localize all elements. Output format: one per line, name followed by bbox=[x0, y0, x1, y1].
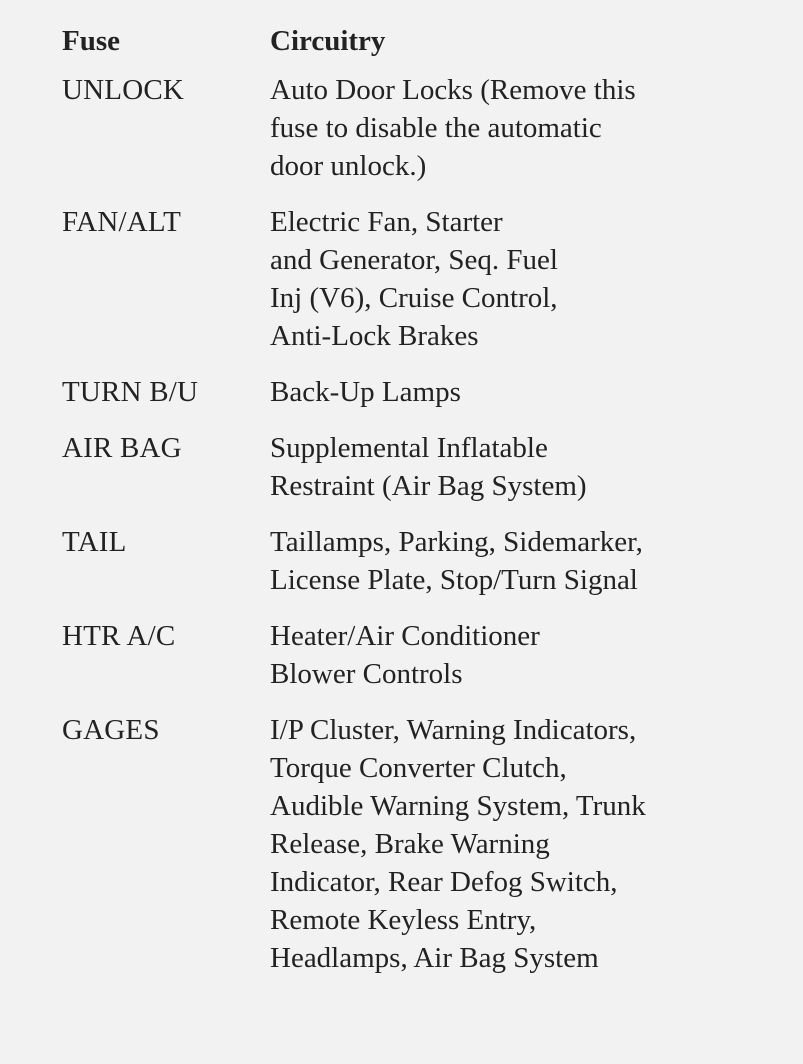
circuitry-description bbox=[270, 203, 730, 373]
fuse-name: UNLOCK bbox=[62, 74, 185, 106]
circuitry-line: Remote Keyless Entry, bbox=[270, 904, 537, 936]
circuitry-line: Auto Door Locks (Remove this bbox=[270, 74, 636, 106]
circuitry-column-header: Circuitry bbox=[270, 25, 386, 57]
fuse-name: FAN/ALT bbox=[62, 206, 182, 238]
circuitry-description bbox=[270, 617, 730, 711]
fuse-name: GAGES bbox=[62, 714, 160, 746]
circuitry-line: Taillamps, Parking, Sidemarker, bbox=[270, 526, 643, 558]
circuitry-line: Electric Fan, Starter bbox=[270, 206, 503, 238]
circuitry-line: Headlamps, Air Bag System bbox=[270, 942, 599, 974]
circuitry-line: Back-Up Lamps bbox=[270, 376, 461, 408]
circuitry-line: Blower Controls bbox=[270, 658, 463, 690]
circuitry-description bbox=[270, 429, 730, 523]
circuitry-line: Anti-Lock Brakes bbox=[270, 320, 479, 352]
fuse-name: HTR A/C bbox=[62, 620, 176, 652]
circuitry-line: Restraint (Air Bag System) bbox=[270, 470, 587, 502]
circuitry-description bbox=[270, 711, 730, 977]
fuse-name: TURN B/U bbox=[62, 376, 199, 408]
fuse-table bbox=[62, 22, 803, 977]
circuitry-line: Audible Warning System, Trunk bbox=[270, 790, 646, 822]
circuitry-line: Release, Brake Warning bbox=[270, 828, 550, 860]
circuitry-line: Supplemental Inflatable bbox=[270, 432, 548, 464]
circuitry-line: Inj (V6), Cruise Control, bbox=[270, 282, 558, 314]
circuitry-description bbox=[270, 523, 730, 617]
circuitry-line: and Generator, Seq. Fuel bbox=[270, 244, 558, 276]
fuse-name: AIR BAG bbox=[62, 432, 182, 464]
circuitry-line: door unlock.) bbox=[270, 150, 427, 182]
circuitry-line: fuse to disable the automatic bbox=[270, 112, 602, 144]
circuitry-line: Heater/Air Conditioner bbox=[270, 620, 540, 652]
fuse-column-header: Fuse bbox=[62, 25, 120, 57]
circuitry-description bbox=[270, 373, 730, 429]
circuitry-description bbox=[270, 71, 730, 203]
circuitry-line: License Plate, Stop/Turn Signal bbox=[270, 564, 638, 596]
circuitry-line: I/P Cluster, Warning Indicators, bbox=[270, 714, 637, 746]
circuitry-line: Indicator, Rear Defog Switch, bbox=[270, 866, 618, 898]
fuse-name: TAIL bbox=[62, 526, 127, 558]
circuitry-line: Torque Converter Clutch, bbox=[270, 752, 567, 784]
